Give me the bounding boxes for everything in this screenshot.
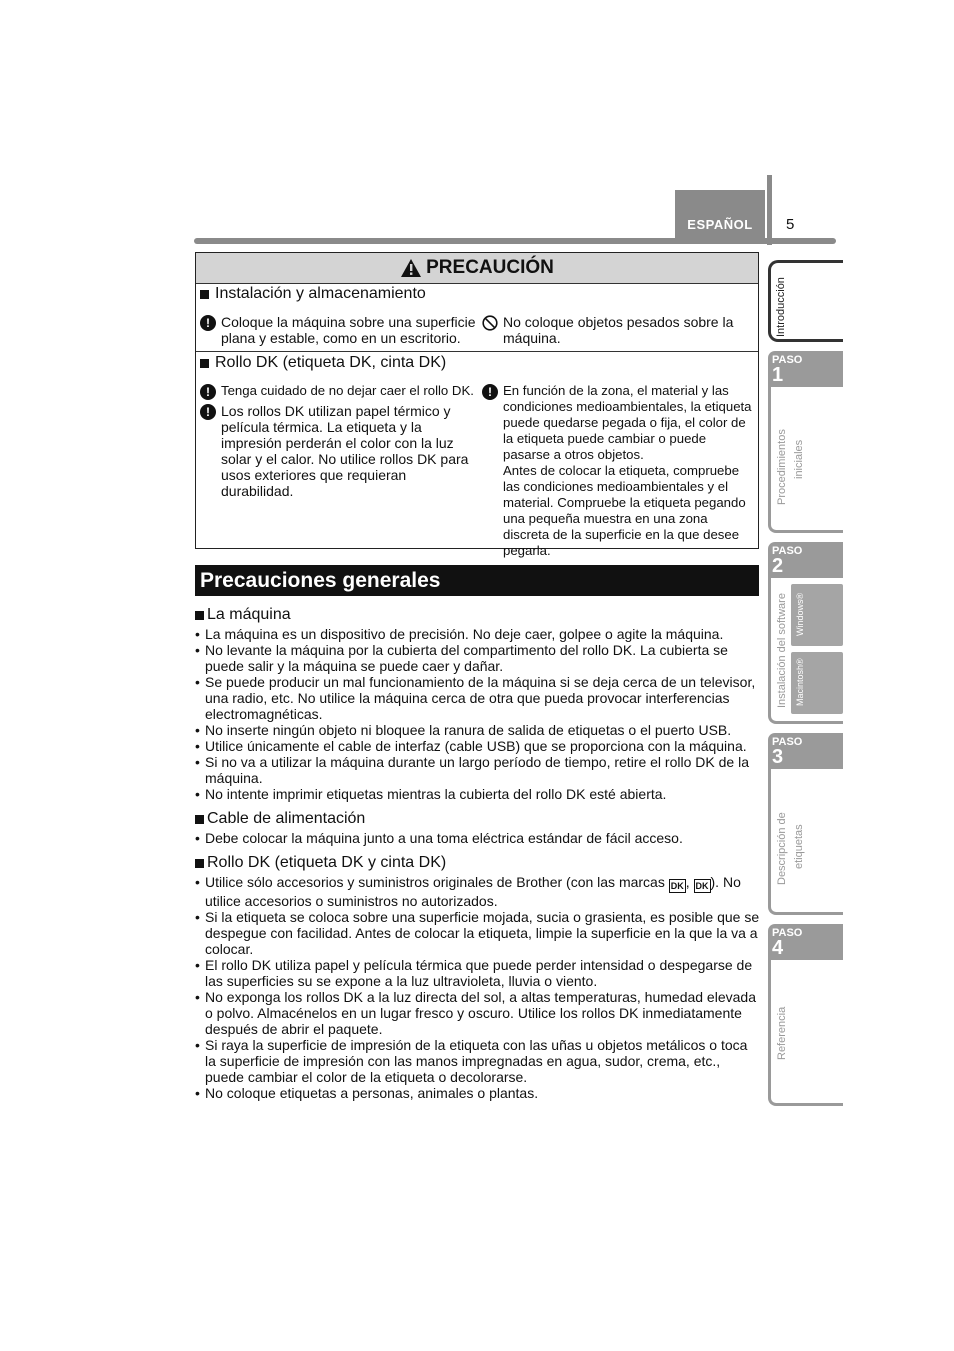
list-item: • Se puede producir un mal funcionamiento de la máquina si se deja cerca de un televisor, una radio, etc. No utilice la máquina cerca de otra que pueda provocar interferencias electromagnéticas. — [195, 674, 761, 722]
caution-header — [196, 253, 758, 284]
page-number: 5 — [786, 216, 795, 233]
warning-triangle-icon — [400, 258, 422, 278]
list-item: • No coloque etiquetas a personas, animales o plantas. — [195, 1085, 761, 1101]
general-content — [195, 606, 761, 1101]
power-list — [195, 830, 761, 846]
sidebar-step-1-body: Procedimientos iniciales — [768, 387, 843, 533]
dk-mark-icon: DK — [670, 881, 684, 891]
sidebar-step-2-body: Instalación del software Windows® Macintosh® — [768, 578, 843, 724]
sidebar-step-2-tab[interactable]: PASO 2 — [768, 542, 843, 578]
list-item: • La máquina es un dispositivo de precisión. No deje caer, golpee o agite la máquina. — [195, 626, 761, 642]
sidebar-step-4-tab[interactable]: PASO 4 — [768, 924, 843, 960]
section-divider — [196, 351, 758, 352]
list-item: • No levante la máquina por la cubierta del compartimento del rollo DK. La cubierta se puede salir y la máquina se puede caer y dañar. — [195, 642, 761, 674]
caution-item: ! Tenga cuidado de no dejar caer el rollo DK. — [200, 383, 476, 400]
list-item: • No intente imprimir etiquetas mientras la cubierta del rollo DK esté abierta. — [195, 786, 761, 802]
sidebar-tab-introduction[interactable] — [768, 260, 843, 342]
exclamation-icon: ! — [482, 384, 498, 400]
sidebar-step-4-body: Referencia — [768, 960, 843, 1106]
list-item: • Si la etiqueta se coloca sobre una superficie mojada, sucia o grasienta, es posible que se despegue con facilidad. Antes de colocar la etiqueta, limpie la superficie en la que la va a colocar. — [195, 909, 761, 957]
sidebar-intro-label: Introducción — [775, 277, 787, 337]
sidebar-step-1-tab[interactable]: PASO 1 — [768, 351, 843, 387]
list-item: • Si raya la superficie de impresión de la etiqueta con las uñas u objetos metálicos o toca la superficie de impresión con las manos impregnadas en agua, sudor, crema, etc., puede cambiar el color de la etiqueta o decolorarse. — [195, 1037, 761, 1085]
list-item: • Utilice sólo accesorios y suministros originales de Brother (con las marcas DK , DK ). No utilice accesorios o suministros no autorizados. — [195, 874, 761, 909]
caution-item: ! En función de la zona, el material y las condiciones medioambientales, la etiqueta puede quedarse pegada o fija, el color de la etiqueta puede cambiar o puede pasarse a otros objetos. Antes de colocar la etiqueta, compruebe las condiciones medioambientales y el material. Compruebe la etiqueta pegando una pequeña muestra en una zona discreta de la superficie en la que desee pegarla. — [482, 383, 756, 559]
list-item: • Si no va a utilizar la máquina durante un largo período de tiempo, retire el rollo DK de la máquina. — [195, 754, 761, 786]
exclamation-icon: ! — [200, 384, 216, 400]
general-precautions-heading: Precauciones generales — [195, 565, 759, 596]
caution-item: ! Los rollos DK utilizan papel térmico y película térmica. La etiqueta y la impresión perderán el color con la luz solar y el calor. No utilice rollos DK para usos exteriores que requieran durabilidad. — [200, 403, 476, 499]
square-bullet-icon — [195, 611, 204, 620]
subheading-dk-roll: Rollo DK (etiqueta DK y cinta DK) — [195, 854, 761, 872]
machine-list — [195, 626, 761, 802]
prohibited-icon — [482, 315, 498, 331]
caution-item: ! Coloque la máquina sobre una superficie plana y estable, como en un escritorio. — [200, 314, 476, 346]
subheading-power-cable: Cable de alimentación — [195, 810, 761, 828]
os-windows-tab[interactable]: Windows® — [791, 584, 843, 646]
caution-title: PRECAUCIÓN — [426, 257, 554, 278]
language-label: ESPAÑOL — [687, 217, 753, 232]
caution-box — [195, 252, 759, 558]
os-macintosh-tab[interactable]: Macintosh® — [791, 652, 843, 714]
square-bullet-icon — [195, 859, 204, 868]
exclamation-icon: ! — [200, 315, 216, 331]
square-bullet-icon — [200, 359, 209, 368]
list-item: • El rollo DK utiliza papel y película térmica que puede perder intensidad o despegarse de las superficies su se expone a la luz ultravioleta, lluvia o viento. — [195, 957, 761, 989]
subheading-machine: La máquina — [195, 606, 761, 624]
caution-item: No coloque objetos pesados sobre la máquina. — [482, 314, 754, 346]
header-divider — [767, 175, 772, 245]
list-item: • No exponga los rollos DK a la luz directa del sol, a altas temperaturas, humedad elevada o polvo. Almacénelos en un lugar fresco y oscuro. Utilice los rollos DK inmediatamente después de abrir el paquete. — [195, 989, 761, 1037]
section-title-installation: Instalación y almacenamiento — [200, 285, 426, 303]
exclamation-icon: ! — [200, 404, 216, 420]
square-bullet-icon — [195, 815, 204, 824]
list-item: • No inserte ningún objeto ni bloquee la ranura de salida de etiquetas o el puerto USB. — [195, 722, 761, 738]
header-rule — [194, 238, 836, 244]
square-bullet-icon — [200, 290, 209, 299]
section-title-dk-roll: Rollo DK (etiqueta DK, cinta DK) — [200, 354, 446, 372]
roll-list — [195, 874, 761, 1101]
sidebar-step-3-tab[interactable]: PASO 3 — [768, 733, 843, 769]
list-item: • Utilice únicamente el cable de interfaz (cable USB) que se proporciona con la máquina. — [195, 738, 761, 754]
sidebar-step-3-body: Descripción de etiquetas — [768, 769, 843, 915]
dk-mark-icon: DK — [695, 881, 709, 891]
list-item: • Debe colocar la máquina junto a una toma eléctrica estándar de fácil acceso. — [195, 830, 761, 846]
caution-left-column — [200, 383, 476, 499]
language-tab — [675, 190, 765, 238]
